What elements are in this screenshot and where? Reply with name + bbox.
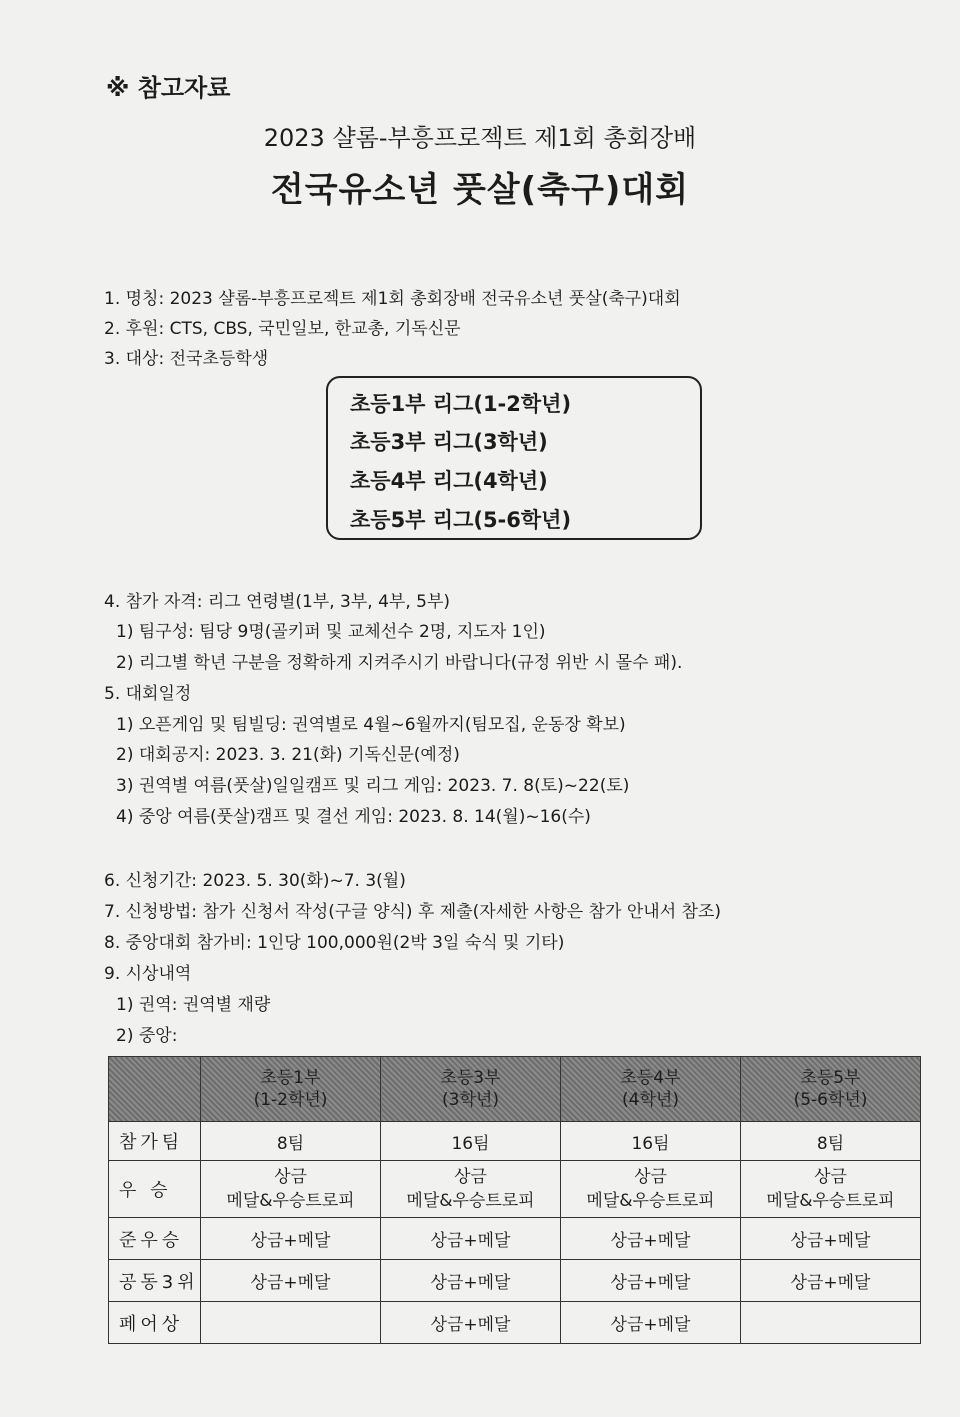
item-name: 1. 명칭: 2023 샬롬-부흥프로젝트 제1회 총회장배 전국유소년 풋살(축구)대회: [104, 289, 681, 309]
league-item: 초등4부 리그(4학년): [350, 469, 548, 493]
table-cell: 상금+메달: [561, 1218, 741, 1260]
document-subtitle: 2023 샬롬-부흥프로젝트 제1회 총회장배: [263, 124, 697, 152]
table-cell: [741, 1302, 921, 1344]
table-corner-cell: [109, 1057, 201, 1122]
column-header: 초등3부 (3학년): [381, 1057, 561, 1122]
sub-item: 1) 오픈게임 및 팀빌딩: 권역별로 4월~6월까지(팀모집, 운동장 확보): [116, 715, 626, 735]
sub-item: 1) 팀구성: 팀당 9명(골키퍼 및 교체선수 2명, 지도자 1인): [116, 622, 546, 642]
table-header-row: [109, 1057, 921, 1122]
sub-item: 3) 권역별 여름(풋살)일일캠프 및 리그 게임: 2023. 7. 8(토)~22(토): [116, 776, 630, 796]
table-cell: 8팀: [741, 1122, 921, 1161]
table-row: [109, 1122, 921, 1161]
reference-label: ※ 참고자료: [106, 74, 231, 102]
league-item: 초등1부 리그(1-2학년): [350, 392, 572, 416]
table-cell: 상금+메달: [561, 1260, 741, 1302]
row-header: 페어상: [109, 1302, 201, 1344]
column-header: 초등1부 (1-2학년): [201, 1057, 381, 1122]
table-row: [109, 1302, 921, 1344]
item-application-method: 7. 신청방법: 참가 신청서 작성(구글 양식) 후 제출(자세한 사항은 참가 안내서 참조): [104, 902, 721, 922]
table-cell: 상금 메달&우승트로피: [561, 1161, 741, 1218]
table-row: [109, 1161, 921, 1218]
column-header: 초등5부 (5-6학년): [741, 1057, 921, 1122]
awards-table: [108, 1056, 921, 1344]
item-eligibility: 4. 참가 자격: 리그 연령별(1부, 3부, 4부, 5부): [104, 592, 450, 612]
sub-item: 4) 중앙 여름(풋살)캠프 및 결선 게임: 2023. 8. 14(월)~16(수): [116, 807, 591, 827]
document-title: 전국유소년 풋살(축구)대회: [270, 170, 690, 210]
table-cell: 16팀: [561, 1122, 741, 1161]
row-header: 우 승: [109, 1161, 201, 1218]
item-target: 3. 대상: 전국초등학생: [104, 349, 269, 369]
table-cell: 상금+메달: [201, 1218, 381, 1260]
row-header: 참가팀: [109, 1122, 201, 1161]
row-header: 준우승: [109, 1218, 201, 1260]
table-cell: 상금 메달&우승트로피: [381, 1161, 561, 1218]
item-fee: 8. 중앙대회 참가비: 1인당 100,000원(2박 3일 숙식 및 기타): [104, 933, 565, 953]
table-cell: 상금+메달: [201, 1260, 381, 1302]
league-item: 초등5부 리그(5-6학년): [350, 508, 572, 532]
table-cell: 상금+메달: [741, 1218, 921, 1260]
table-cell: 상금 메달&우승트로피: [741, 1161, 921, 1218]
item-sponsor: 2. 후원: CTS, CBS, 국민일보, 한교총, 기독신문: [104, 319, 461, 339]
sub-item: 2) 대회공지: 2023. 3. 21(화) 기독신문(예정): [116, 745, 460, 765]
league-box: [326, 376, 702, 540]
table-cell: 상금+메달: [381, 1218, 561, 1260]
table-row: [109, 1260, 921, 1302]
item-awards: 9. 시상내역: [104, 964, 192, 984]
table-cell: 상금+메달: [741, 1260, 921, 1302]
table-row: [109, 1218, 921, 1260]
league-item: 초등3부 리그(3학년): [350, 430, 548, 454]
sub-item: 1) 권역: 권역별 재량: [116, 995, 271, 1015]
sub-item: 2) 리그별 학년 구분을 정확하게 지켜주시기 바랍니다(규정 위반 시 몰수 패).: [116, 653, 683, 673]
item-application-period: 6. 신청기간: 2023. 5. 30(화)~7. 3(월): [104, 871, 406, 891]
table-cell: 상금+메달: [381, 1302, 561, 1344]
table-cell: 상금+메달: [381, 1260, 561, 1302]
table-cell: 8팀: [201, 1122, 381, 1161]
table-cell: [201, 1302, 381, 1344]
table-cell: 상금+메달: [561, 1302, 741, 1344]
table-cell: 16팀: [381, 1122, 561, 1161]
sub-item: 2) 중앙:: [116, 1026, 178, 1046]
item-schedule: 5. 대회일정: [104, 684, 192, 704]
table-cell: 상금 메달&우승트로피: [201, 1161, 381, 1218]
column-header: 초등4부 (4학년): [561, 1057, 741, 1122]
row-header: 공동3위: [109, 1260, 201, 1302]
